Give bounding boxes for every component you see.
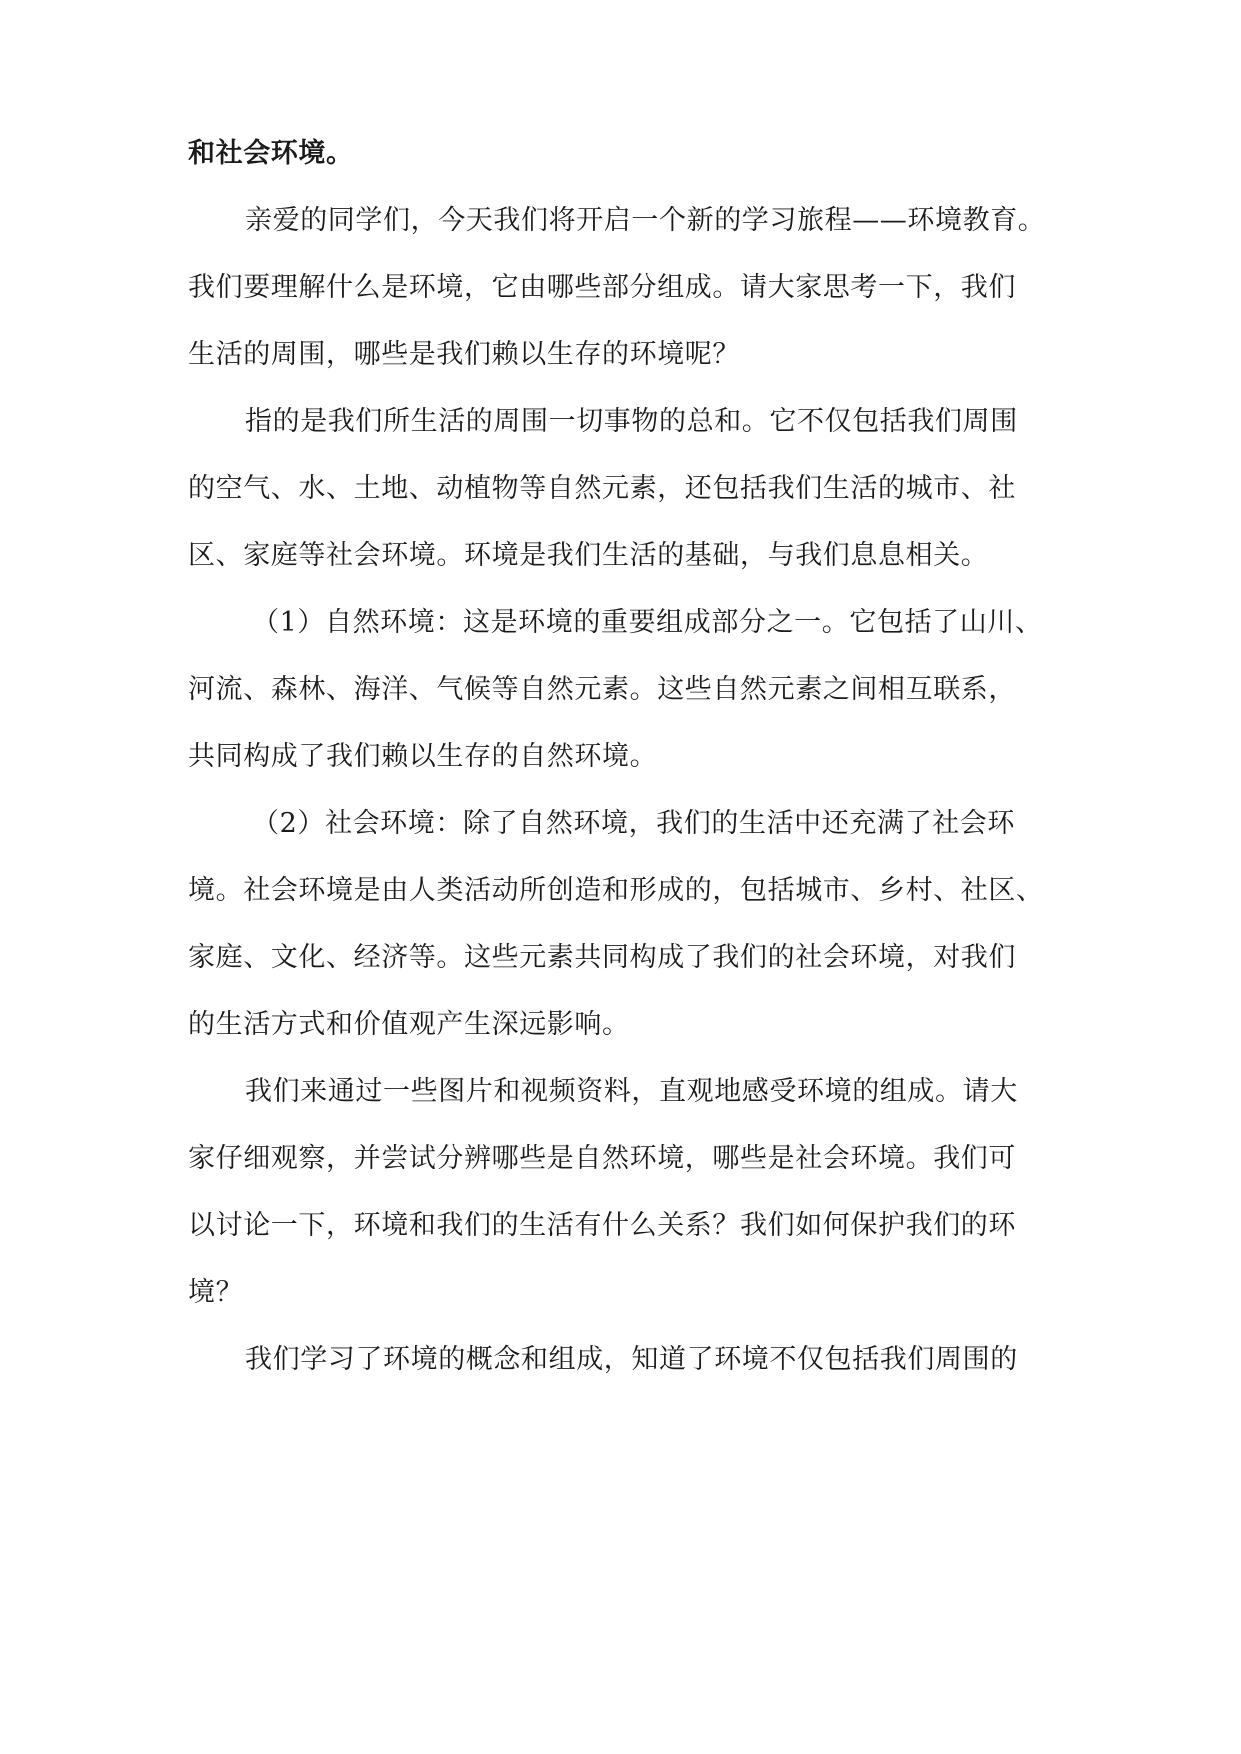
paragraph-6-line-1: 我们学习了环境的概念和组成，知道了环境不仅包括我们周围的 [245, 1344, 1018, 1375]
paragraph-4-line-3: 家庭、文化、经济等。这些元素共同构成了我们的社会环境，对我们 [188, 942, 1016, 973]
paragraph-3-line-3: 共同构成了我们赖以生存的自然环境。 [188, 741, 658, 772]
paragraph-1-line-1: 亲爱的同学们，今天我们将开启一个新的学习旅程——环境教育。 [245, 205, 1046, 236]
paragraph-5-line-4: 境？ [188, 1277, 244, 1308]
paragraph-2-line-1: 指的是我们所生活的周围一切事物的总和。它不仅包括我们周围 [245, 406, 1018, 437]
paragraph-1-line-2: 我们要理解什么是环境，它由哪些部分组成。请大家思考一下，我们 [188, 272, 1016, 303]
paragraph-5-line-1: 我们来通过一些图片和视频资料，直观地感受环境的组成。请大 [245, 1076, 1018, 1107]
paragraph-3-line-1: （1）自然环境：这是环境的重要组成部分之一。它包括了山川、 [252, 607, 1043, 638]
paragraph-5-line-2: 家仔细观察，并尝试分辨哪些是自然环境，哪些是社会环境。我们可 [188, 1143, 1016, 1174]
heading-fragment: 和社会环境。 [188, 138, 354, 169]
paragraph-1-line-3: 生活的周围，哪些是我们赖以生存的环境呢？ [188, 339, 740, 370]
paragraph-5-line-3: 以讨论一下，环境和我们的生活有什么关系？我们如何保护我们的环 [188, 1210, 1016, 1241]
paragraph-4-line-1: （2）社会环境：除了自然环境，我们的生活中还充满了社会环 [252, 808, 1015, 839]
paragraph-2-line-3: 区、家庭等社会环境。环境是我们生活的基础，与我们息息相关。 [188, 540, 989, 571]
paragraph-4-line-4: 的生活方式和价值观产生深远影响。 [188, 1009, 630, 1040]
paragraph-2-line-2: 的空气、水、土地、动植物等自然元素，还包括我们生活的城市、社 [188, 473, 1016, 504]
paragraph-4-line-2: 境。社会环境是由人类活动所创造和形成的，包括城市、乡村、社区、 [188, 875, 1044, 906]
paragraph-3-line-2: 河流、森林、海洋、气候等自然元素。这些自然元素之间相互联系， [188, 674, 1016, 705]
